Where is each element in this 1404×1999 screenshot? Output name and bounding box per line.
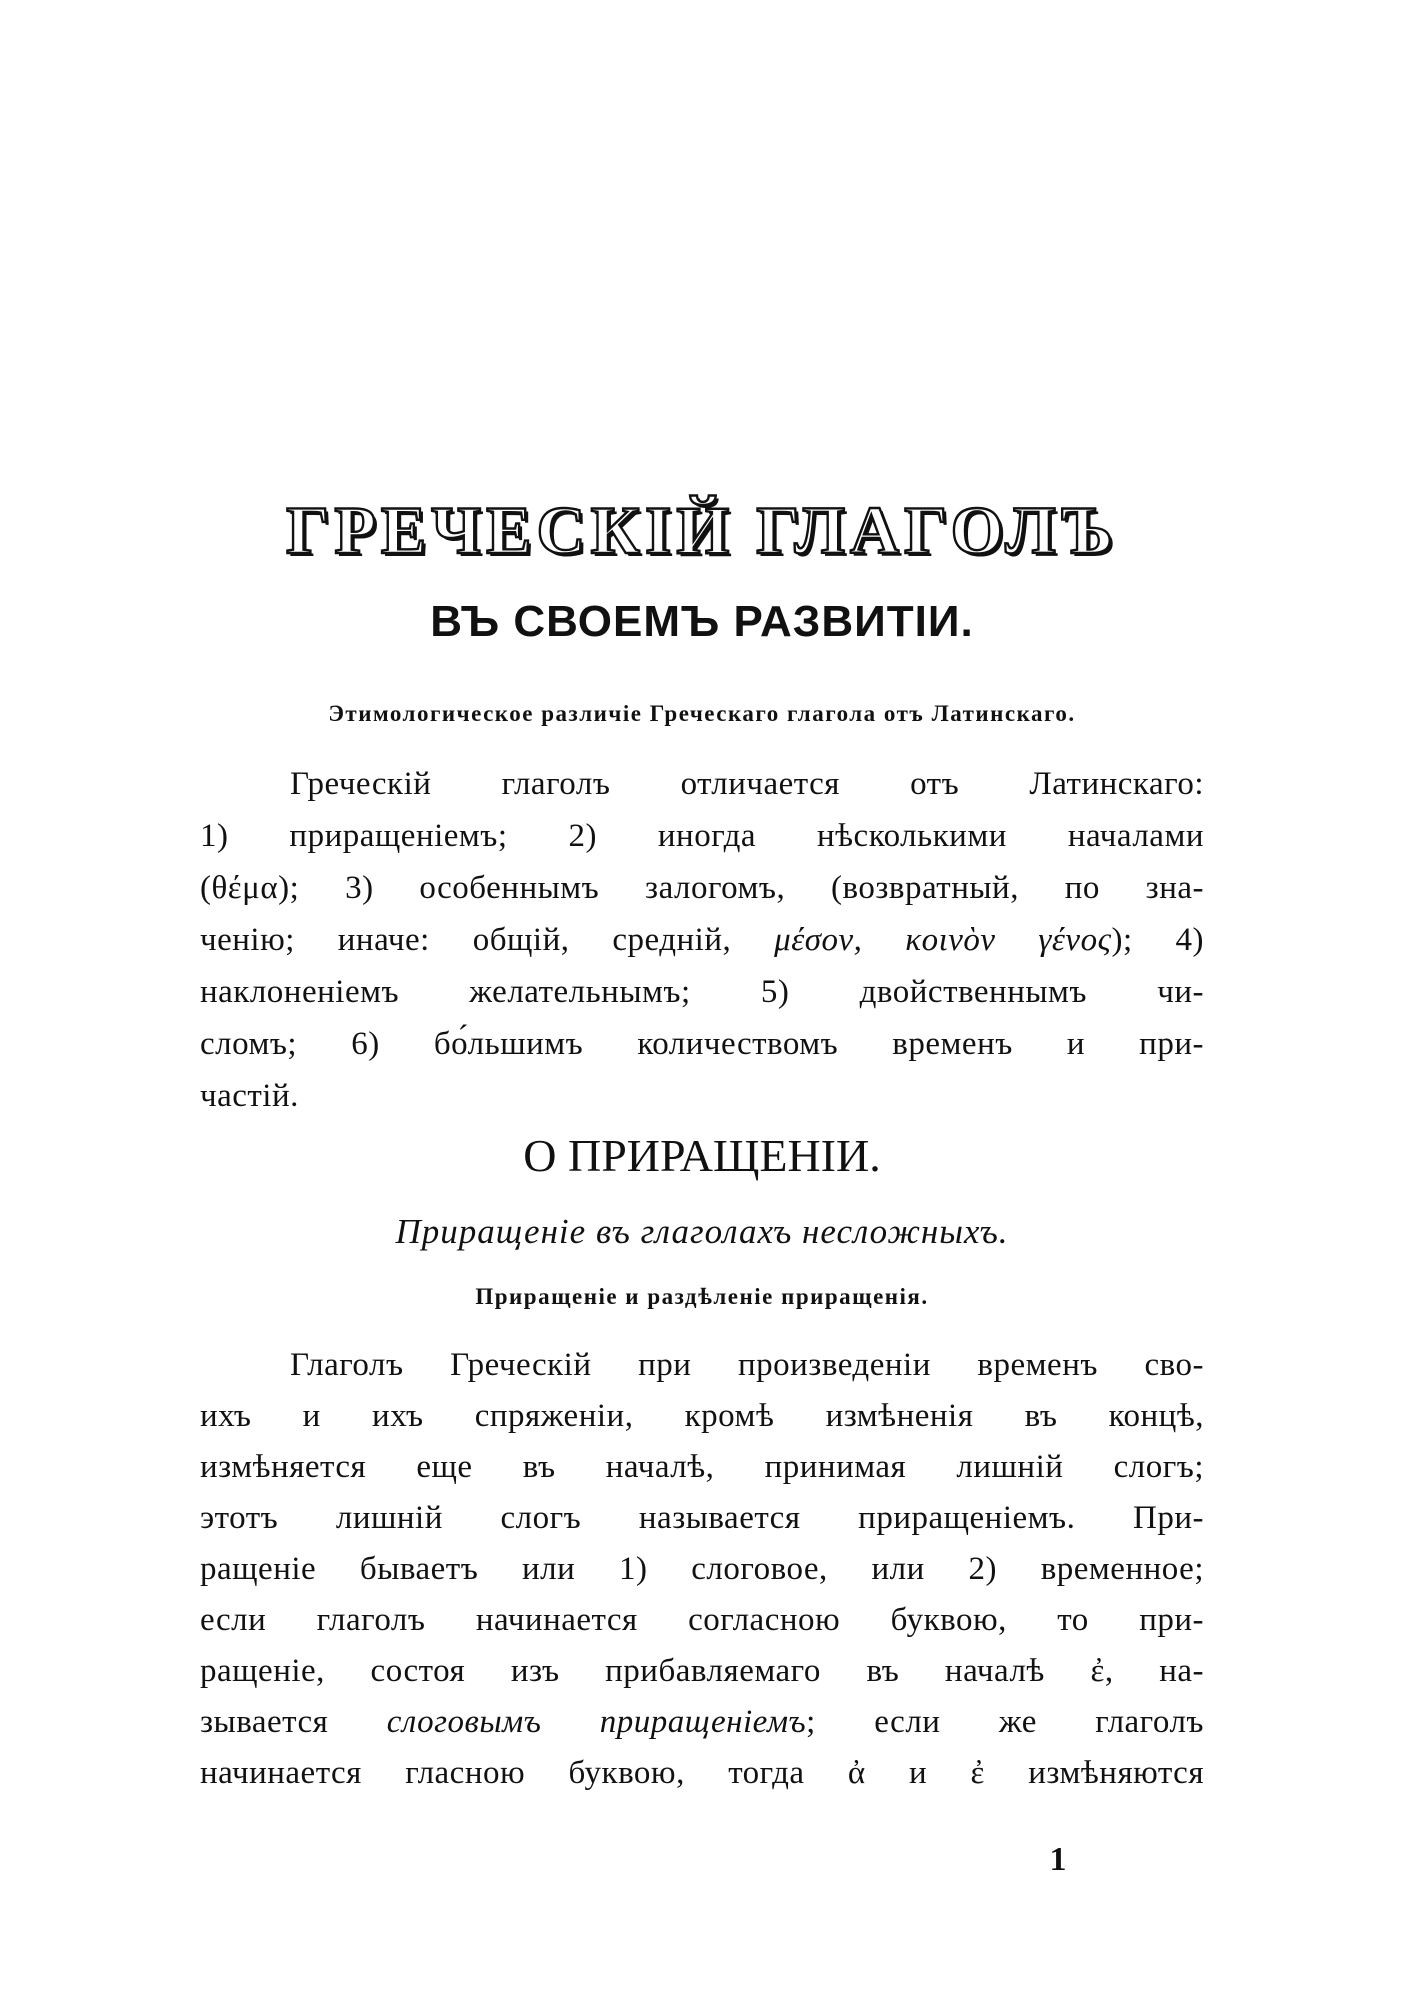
text-line: ихъ и ихъ спряженіи, кромѣ измѣненія въ концѣ, [200, 1398, 1204, 1434]
text-line: Греческій глаголъ отличается отъ Латинскаго: [290, 766, 1204, 802]
subheading-simple-verbs: Приращеніе въ глаголахъ несложныхъ. [395, 1212, 1009, 1251]
text-fragment: ); 4) [1111, 922, 1204, 958]
text-fragment: ченію; иначе: общій, средній, [200, 922, 732, 958]
text-fragment: ; если же глаголъ [806, 1704, 1204, 1740]
greek-phrase: μέσον, κοινὸν γένος [774, 922, 1112, 958]
text-line: начинается гласною буквою, тогда ἀ и ἐ измѣняются [200, 1755, 1204, 1791]
text-line: 1) приращеніемъ; 2) иногда нѣсколькими началами [200, 818, 1204, 854]
italic-term: слоговымъ приращеніемъ [386, 1704, 807, 1740]
text-line: (θέμα); 3) особеннымъ залогомъ, (возвратный, по зна- [200, 870, 1204, 906]
text-line: Глаголъ Греческій при произведеніи временъ сво- [290, 1347, 1204, 1383]
text-line: сломъ; 6) бо́льшимъ количествомъ временъ и при- [200, 1026, 1204, 1062]
text-fragment: зывается [200, 1704, 329, 1740]
subtitle: ВЪ СВОЕМЪ РАЗВИТІИ. [430, 597, 974, 646]
paragraph-etymology [200, 758, 1204, 1122]
text-line: частій. [200, 1078, 299, 1114]
text-line: ращеніе бываетъ или 1) слоговое, или 2) временное; [200, 1551, 1204, 1587]
text-line-with-italic [200, 1697, 1204, 1748]
text-line: измѣняется еще въ началѣ, принимая лишній слогъ; [200, 1449, 1204, 1485]
text-line: этотъ лишній слогъ называется приращеніемъ. При- [200, 1500, 1204, 1536]
section-heading-etymology: Этимологическое различіе Греческаго глагола отъ Латинскаго. [328, 701, 1076, 726]
text-line-with-greek [200, 914, 1204, 966]
page-number: 1 [1049, 1841, 1067, 1878]
text-line: ращеніе, состоя изъ прибавляемаго въ началѣ ἐ, на- [200, 1653, 1204, 1689]
main-title: ГРЕЧЕСКІЙ ГЛАГОЛЪ [286, 492, 1118, 568]
text-line: наклоненіемъ желательнымъ; 5) двойственнымъ чи- [200, 974, 1204, 1010]
paragraph-augment [200, 1340, 1204, 1799]
section-heading-augment: О ПРИРАЩЕНІИ. [523, 1130, 881, 1181]
text-line: если глаголъ начинается согласною буквою, то при- [200, 1602, 1204, 1638]
minor-heading-augment-division: Приращеніе и раздѣленіе приращенія. [475, 1284, 929, 1309]
